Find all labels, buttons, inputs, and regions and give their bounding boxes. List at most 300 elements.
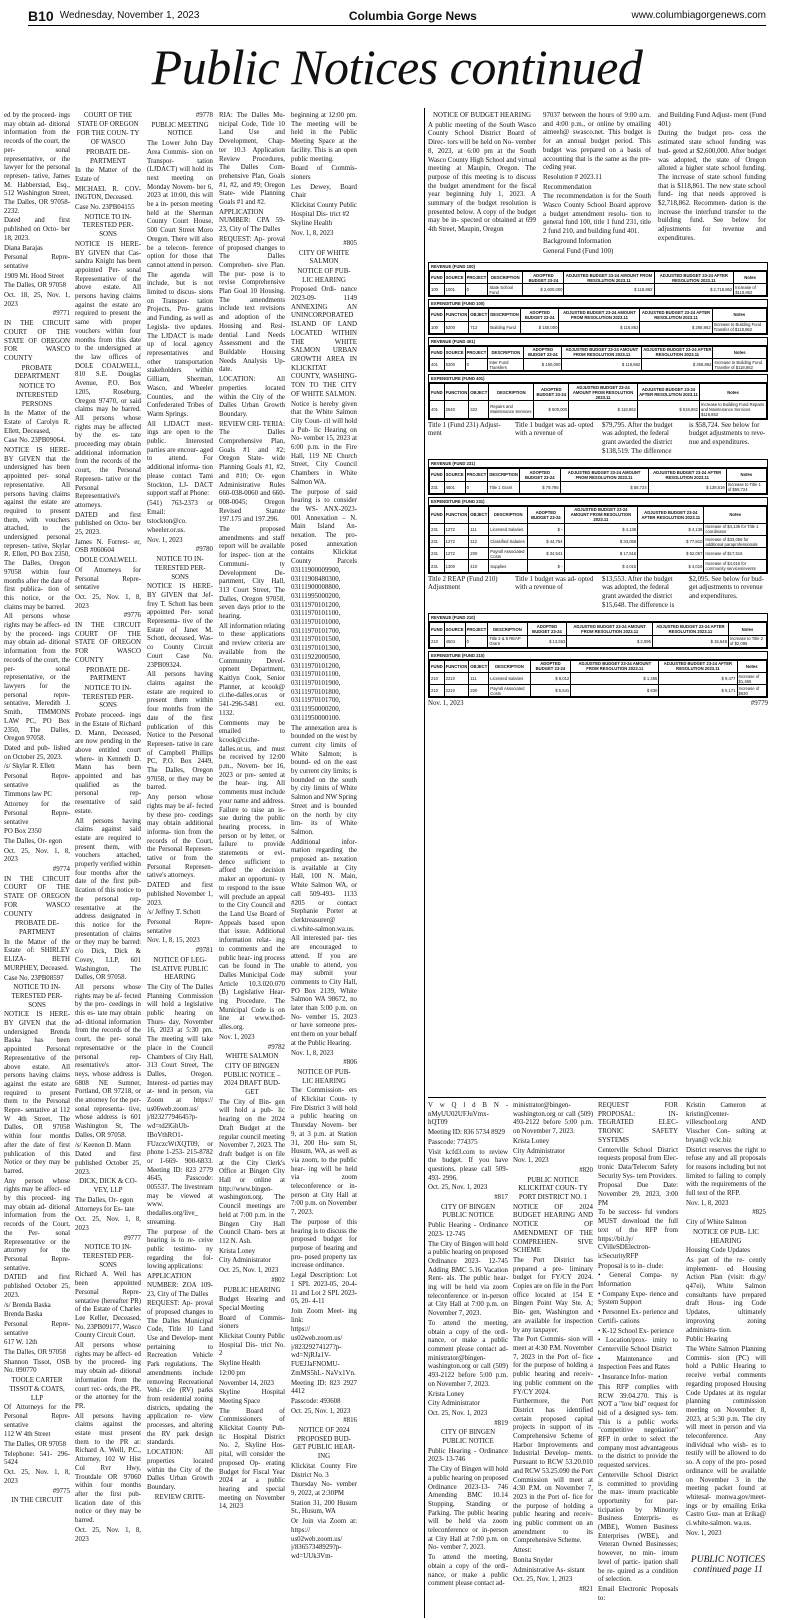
notice-paragraph: Of Attorneys for Personal Repre- sentative [75, 566, 141, 592]
notice-paragraph: Case No. 23PB04155 [75, 204, 135, 212]
notice-date: Nov. 1, 2023 [428, 700, 464, 708]
website-link[interactable]: www.columbiagorgenews.com [631, 10, 766, 21]
notice-paragraph: (541) 763-2373 or Email: [147, 499, 213, 516]
notice-paragraph: Proposed Ordi- nance 2023-09- 1149 ANNEXING AN UNINCORPORATED ISLAND OF LAND LOCATED WITHIN THE WHITE SALMON URBAN GROWTH AREA IN KLICKITAT COUNTY, WASHING- TON TO THE CITY OF WHITE SALMON. [291, 286, 357, 398]
notice-paragraph: NOTICE OF PUB- LIC HEARING [692, 1228, 760, 1245]
notice-paragraph: MICHAEL R. COV- INGTON, Deceased. [75, 185, 141, 202]
notice-paragraph: • General Compa- ny Information [598, 1272, 678, 1289]
notice-paragraph: Telephone: 541- 296-5424 [4, 1450, 70, 1467]
notice-paragraph: All persons whose rights may be affect- ed by the proceed- ings may obtain ad- ditional information from the records of the court, the per- sonal representative, or the lawyers for the personal repre- sentative, Meredith J. Smith, TIMMONS LAW PC, PO Box 2350, The Dalles, Oregon 97058. [4, 613, 70, 743]
column-header: FUND [430, 469, 445, 481]
notice-paragraph: NOTICE OF LEG- ISLATIVE PUBLIC HEARING [151, 956, 209, 982]
notice-paragraph: The Dalles, Or- egon [4, 837, 63, 845]
notice-paragraph: Krista Loney [513, 1137, 550, 1145]
notice-paragraph: Kristin Cameron at kristin@center- villeschool.org AND Visscher Con- sulting at bryan@ vclc.biz [686, 1102, 766, 1144]
note-text: Title 1 (Fund 231) Adjust- ment [428, 421, 501, 438]
budget-table-title: REVENUE (FUND 100) [429, 263, 767, 271]
table-cell: 0 [465, 358, 488, 370]
notice-paragraph: DOLE COALWELL [79, 557, 137, 565]
notice-paragraph: The Commission- ers of Klickitat Coun- ty Fire District 3 will hold a public hearing on Thursday Novem- ber 9, at 3 p.m. at Station 31, 200 Hu- sum St, Husum, WA, as well as via zoom, to the public hear- ing will be held via zoom teleconference or in-person at City Hall at 7:00 p.m. on November 7, 2023. [291, 1087, 357, 1217]
notice-paragraph: Personal Repre- sentative [4, 1320, 70, 1337]
notice-paragraph: Oct. 25, Nov. 1, 2023 [219, 1267, 279, 1275]
table-cell: Inter Fund Transfers [488, 358, 524, 370]
table-cell: 0 [465, 635, 488, 647]
table-row [430, 481, 767, 493]
table-cell: 100 [430, 284, 445, 296]
notice-paragraph: City of White Salmon [686, 1219, 747, 1227]
note-text: Title 2 REAP (Fund 210) Adjustment [428, 575, 498, 592]
table-cell: $ 4,136 [638, 523, 704, 535]
table-cell: $ 500,000 [534, 401, 569, 418]
notice-paragraph: Nov. 1, 2023 [219, 1033, 255, 1041]
column-header: DESCRIPTION [489, 506, 528, 523]
notice-paragraph: Oct. 25, Nov. 1, 8, 2023 [4, 847, 70, 864]
notice-column-8 [658, 112, 766, 262]
notice-paragraph: City Administrator [219, 1257, 271, 1265]
section-banner: Public Notices continued [151, 39, 643, 95]
notice-paragraph: Klickitat County Fire District No. 3 [291, 1462, 357, 1479]
notice-paragraph: City Administrator [513, 1147, 565, 1155]
notice-paragraph: Public Hearing - Ordinance 2023- 12-745 [428, 1222, 508, 1238]
notice-paragraph: All persons having claims against said estate are required to present them, with vouchers attached, properly verified within four months after the date of the first pub- lication of this notice to the personal rep- resentative at the address designated in this notice for the presentation of claims or they may be barred: c/o Dick, Dick & Covey, LLP, 601 Washington, The Dalles, OR 97058. [75, 817, 141, 982]
table-cell: $ 138,519 [648, 481, 726, 493]
notice-paragraph: COURT OF THE STATE OF OREGON [77, 112, 139, 128]
table-cell: Licensed Salaries [489, 523, 528, 535]
notice-paragraph: NOTICE IS HERE- BY GIVEN that Jef- frey T. Schott has been appointed Per- sonal Representa- tive of the Estate of Janet M. Schott, deceased, Was- co County Circuit Court Case No. 23PB09324. [147, 583, 213, 669]
table-cell: $ 13,553 [527, 635, 567, 647]
notice-paragraph: Dated and first published on Octo- ber 18, 2023. [4, 217, 70, 242]
notice-paragraph: The purpose of this hearing is to discuss the proposed budget for purpose of hearing and pro- posed property tax increase ordinance. [291, 1218, 357, 1270]
column-header: FUNCTION [444, 309, 469, 321]
notice-paragraph: REVIEW CRITE- [154, 1493, 206, 1501]
column-header: ADJUSTED BUDGET 23-24 AMOUNT FROM RESOLUTION 2023.11 [560, 469, 648, 481]
table-row [430, 523, 767, 535]
notice-paragraph: Background Information [543, 237, 612, 245]
section-rule [428, 1097, 766, 1098]
column-header: FUND [430, 309, 445, 321]
budget-table-title: REVENUE (FUND 231) [429, 460, 767, 468]
notice-paragraph: Centerville School District is committed to providing the max- imum practicable opportunity for par- ticipation by Minority Business Enterpris- es (MBE), Women Business Enterprises (WBE), and Veteran Owned Businesses; however, no min- imum level of partic- ipation shall be re- quired as a condition of selection. [598, 1471, 678, 1584]
table-cell: 100 [430, 321, 445, 333]
notice-paragraph: The annexation area is bounded on the west by current city limits of White Salmon; is bound- ed on the east by current city limits; is bounded on the south by city limits of White Salmon and NW Spring Street and is bounded on the north by city lim- its of White Salmon. [291, 724, 357, 836]
notice-paragraph: Oct. 25, Nov. 1, 2023 [428, 1409, 488, 1417]
notice-paragraph: Timmons law PC [4, 791, 52, 799]
notice-paragraph: The Port District has prepared a pre- liminary budget for FY/CY 2024. Copies are on file in the Port office located at 154 E Bingen Point Way Ste. A; Bin- gen, Washington and are available for inspection by any taxpayer. [513, 1256, 593, 1334]
notice-paragraph: #9776 [123, 612, 141, 620]
column-header: ADJUSTED BUDGET 23-24 AFTER RESOLUTION 2023.11 [659, 660, 737, 672]
notice-paragraph: Thursday No- vember 9, 2022, at 2:30PM [291, 1481, 357, 1497]
notice-paragraph: All persons whose rights may be affect- ed by the proceed- ing may obtain ad- ditional information from the court rec- ords, the PR, or the attorney for the PR. [75, 1342, 141, 1410]
notice-paragraph: NOTICE TO IN- TERESTED PER- SONS [82, 1244, 134, 1269]
notice-paragraph: Any person whose rights may be affect- ed by this proceed- ing may obtain ad- ditional information from the records of the Court, the Per- sonal Representative or the attorney for the Personal Repre- sentative. [4, 1177, 70, 1272]
column-header: PROJECT [465, 623, 488, 635]
column-header: ADJUSTED BUDGET 23-24 AFTER RESOLUTION 2023.11 [637, 384, 699, 401]
table-row [430, 321, 767, 333]
table-cell: 5200 [444, 358, 465, 370]
table-cell: 112 [469, 536, 489, 548]
notice-paragraph: Nov. 1, 2023 [686, 1529, 722, 1537]
notice-paragraph: Proposal is to in- clude: [598, 1262, 664, 1270]
table-cell: $ 118,862 [562, 358, 642, 370]
budget-table-title: REVENUE (FUND 401) [429, 338, 767, 346]
notice-column-4 [219, 112, 285, 1617]
table-cell: 401 [430, 358, 445, 370]
notice-paragraph: Furthermore, the Port District has identified certain proposed capital projects in support of its Comprehensive Scheme of Harbor Improvements and Industrial Develop- ments. Pursuant to RCW 53.20.010 and RCW 53.25.090 the Port Commission will meet at 4:30 P.M. on November 7, 2023 in the Port of- fice for the purpose of holding a public hearing and receiv- ing public comment on an amendment to its Comprehensive Scheme. [513, 1398, 593, 1545]
notice-paragraph: Dated and pub- lished on October 25, 2023. [4, 744, 70, 761]
table-cell: 2210 [444, 673, 469, 685]
notice-paragraph: The City of Bin- gen will hold a pub- lic hearing on the 2024 Draft Budget at the regular council meeting November 7, 2023. The draft budget is on file at the City Clerk's Office at Bingen City Hall or online at http://www.bingen- washington.org. The Council meetings are held at 7:00 p.m. in the Bingen City Hall Council Cham- bers at 112 N. Ash. [219, 1098, 285, 1245]
notice-column-1 [4, 112, 70, 1617]
notice-paragraph: Skyline Health [291, 220, 333, 228]
notice-paragraph: #9778 [195, 112, 213, 119]
table-cell: Increase to Title 2 of $2,095 [728, 635, 766, 647]
notice-paragraph: CITY OF BINGEN PUBLIC NOTICE – 2024 DRAFT BUD- GET [223, 1062, 281, 1097]
column-header: DESCRIPTION [488, 469, 520, 481]
table-cell: $ - [528, 560, 564, 572]
table-row [430, 358, 767, 370]
notice-paragraph: 12:00 pm [219, 1369, 246, 1377]
notice-paragraph: Email Electronic Proposals to: [598, 1585, 678, 1602]
notice-paragraph: All persons having claims against the estate are required to present them within four months from the date of the first publication of this Notice to the Personal Represen- tative in care of Campbell Phillips PC, P.O. Box 2449, The Dalles, Oregon 97058, or they may be barred. [147, 671, 213, 792]
notice-paragraph: APPLICATION NUMBER: ZOA 109- 23, City of The Dalles [147, 1273, 213, 1298]
notice-paragraph: Oct. 25, Nov. 1, 8, 2023 [4, 1469, 70, 1485]
notice-paragraph: The purpose of said hearing is to consider the WS- ANX-2023-001 Annexation – N. Main Island An- nexation. The pro- posed annexation contains Klickitat County Parcels 03111900009900, 03111908480300, 03111900008800, 03111995000200, 03111970101200, 03111970101100, 03111970101000, 03111970101700, 03111970101500, 03111970101300, 03111922000500, 03111970101200, 03111970101100, 03111970101900, 03111970101800, 03111970101700, 03111950000200, 03111950000100. [291, 488, 357, 722]
column-header: ADJUSTED BUDGET 23-24 AMOUNT FROM RESOLUTION 2023.11 [567, 623, 653, 635]
table-cell: $ 58,724 [560, 481, 648, 493]
column-header: FUND [430, 660, 445, 672]
notice-paragraph: The agenda will include, but is not limited to discus- sions on Transpor- tation Projects, Pro- grams and Funding, as well as Legisla- tive updates. The LJDACT is made up of local agency representatives and other transportation stakeholders within Gilliam, Sherman, Wasco, and Wheeler Counties, and the Confederated Tribes of Warm Springs. [147, 271, 213, 418]
table-row [430, 401, 767, 418]
column-header: FUND [430, 272, 445, 284]
notice-paragraph: City Administrator [428, 1400, 480, 1408]
table-cell: 111 [469, 673, 489, 685]
notice-paragraph: To attend the meeting, obtain a copy of the ordi- nance, or make a public comment please contact ad- ministrator@bingen- washington.org or call (509) 493-2122 before 5:00 p.m. on November 7, 2023. [428, 1319, 508, 1388]
notice-paragraph: Or Join via Zoom at: https:// us02web.zoom.us/ j/83657348929?p- wd=UUk3Vm- [291, 1518, 357, 1560]
table-cell: Increase of $4,016 for community services/events [704, 560, 767, 572]
table-cell: Increase to Title 1 of $58,724 [726, 481, 766, 493]
table-cell: Payroll Associated Costs [489, 685, 530, 697]
notice-paragraph: APPLICATION NUMBER: CPA 59- 23, City of The Dalles [219, 208, 285, 234]
notice-column-12 [686, 1102, 766, 1552]
notice-paragraph: Klickitat County Public Hospital Dis- trict #2 [291, 202, 357, 218]
notice-paragraph: #805 [343, 239, 357, 247]
table-cell: Classified Salaries [489, 536, 528, 548]
column-header: ADJUSTED BUDGET 23-24 AFTER RESOLUTION 2023.11 [643, 347, 712, 358]
budget-table [428, 613, 768, 648]
notice-paragraph: CITY OF WHITE SALMON [298, 249, 350, 266]
notice-paragraph: #9777 [123, 1234, 141, 1242]
notice-paragraph: • Insurance Infor- mation [598, 1374, 668, 1382]
notice-column-5 [291, 112, 357, 1617]
table-cell: $ 630 [571, 685, 659, 697]
notice-paragraph: Public Hearing - Ordinance 2023- 13-746 [428, 1447, 508, 1464]
notice-paragraph: /s/ Jeffrey T. Schott [147, 909, 201, 917]
table-cell: Licensed Salaries [489, 673, 530, 685]
table-cell: Increase of $17,516 [704, 548, 767, 560]
column-header: Notes [713, 346, 767, 358]
notice-paragraph: Meeting ID: 823 2927 4412 [291, 1379, 357, 1396]
table-cell: $ 4,136 [564, 523, 638, 535]
notice-paragraph: and Building Fund Adjust- ment (Fund 401) [658, 112, 766, 128]
table-cell: $ 77,810 [638, 536, 704, 548]
notice-id: #9779 [750, 700, 768, 708]
notice-paragraph: CITY OF BINGEN PUBLIC NOTICE [440, 1429, 496, 1446]
column-header: Notes [726, 469, 766, 481]
notice-paragraph: The City of Bingen will hold a public hearing on proposed Ordinance 2023-13- 746 Amending BMC 10.14 Stopping, Standing or Parking. The public hearing will be held via zoom teleconference or in-person at City Hall at 7:00 p.m. on No- vember 7, 2023. [428, 1466, 508, 1552]
notice-paragraph: Attest: [513, 1547, 532, 1555]
notice-paragraph: The Port Commis- sion will meet at 4:30 P.M. November 7, 2023 in the Port of- fice for the purpose of holding a public hearing and receiv- ing public comment on the FY/CY 2024. [513, 1336, 593, 1396]
notice-paragraph: Krista Loney [428, 1390, 465, 1398]
notice-paragraph: November 14, 2023 [219, 1379, 274, 1387]
notice-paragraph: NOTICE OF 2024 BUDGET HEARING AND NOTICE OF AMENDMENT OF THE COMPREHEN- SIVE SCHEME [513, 1203, 593, 1255]
notice-paragraph: • Company Expe- rience and System Support [598, 1290, 678, 1307]
notice-paragraph: #802 [271, 1276, 285, 1284]
table-cell: 210 [430, 685, 445, 697]
column-header: SOURCE [444, 469, 465, 481]
table-cell: $ 2,095 [567, 635, 653, 647]
column-header: OBJECT [469, 660, 489, 672]
notice-paragraph: TOOLE CARTER TISSOT & COATS, LLP [9, 1377, 65, 1402]
column-header: PROJECT [465, 469, 488, 481]
notice-paragraph: PUBLIC MEETING NOTICE [151, 121, 209, 138]
table-cell: $ 17,516 [564, 548, 638, 560]
column-header: DESCRIPTION [488, 272, 523, 284]
table-cell: $ 52,057 [638, 548, 704, 560]
notice-paragraph: Any person whose rights may be af- fected by these pro- ceedings may obtain additional informa- tion from the records of the Court, the Personal Represen- tative or from the Personal Represen- tative's attorneys. [147, 794, 213, 880]
notice-paragraph: #9771 [52, 310, 70, 318]
column-header: PROJECT [465, 346, 488, 358]
notice-paragraph: PO Box 2350 [4, 828, 42, 836]
budget-table [428, 497, 768, 574]
table-cell: 111 [469, 523, 489, 535]
notice-paragraph: #9774 [52, 866, 70, 874]
table-cell: 231 [430, 523, 445, 535]
table-cell: Increase to Building Fund Repairs and Maintenance Services $118,862 [700, 401, 767, 418]
table-cell: 4501 [444, 481, 465, 493]
column-header: OBJECT [469, 309, 489, 321]
notice-paragraph: Attorneys for Es- tate [75, 1206, 135, 1214]
notice-paragraph: #806 [343, 1059, 357, 1067]
table-cell: 1272 [444, 548, 469, 560]
column-header: DESCRIPTION [489, 384, 534, 401]
notice-footer [428, 700, 768, 709]
column-header: OBJECT [469, 384, 489, 401]
notice-paragraph: In the Matter of the Estate of: SHIRLEY ELIZA- BETH MURPHEY, Deceased. [4, 938, 70, 972]
notice-paragraph: NOTICE TO IN- TERESTED PER- SONS [154, 556, 206, 581]
table-cell: 4504 [444, 635, 465, 647]
table-cell: 410 [469, 560, 489, 572]
table-cell: $ 34,541 [528, 548, 564, 560]
notice-paragraph: Public Hearing [686, 1336, 728, 1344]
notice-paragraph: IN THE CIRCUIT COURT OF THE STATE OF OREGON FOR WASCO COUNTY [4, 875, 70, 918]
notice-paragraph: LOCATION: All properties located within the City of the Dalles Urban Growth Boundary. [219, 376, 285, 418]
table-cell: $ 2,718,862 [654, 284, 734, 296]
table-cell: $ 2,600,000 [523, 284, 564, 296]
notice-paragraph: https:// us02web.zoom.us/ j/82329274127?p- wd=NjRJa1V- FUEJJaFNOMU- ZmMS5hL- NaVx1Vn. [291, 1326, 356, 1377]
notice-paragraph: Klickitat County Public Hospital Dis- trict No. 2 [219, 1333, 285, 1358]
notice-paragraph: IN THE CIRCUIT COURT OF THE STATE OF OREGON FOR WASCO COUNTY [4, 320, 70, 362]
notice-paragraph: NOTICE TO IN- TERESTED PER- SONS [82, 685, 134, 710]
notice-paragraph: Centerville School District requests proposal from Elec- tronic Data/Telecom Safety Security Sys- tem Providers. [598, 1146, 678, 1180]
column-header: ADOPTED BUDGET 23-24 [524, 346, 562, 358]
column-header: FUNCTION [444, 506, 469, 523]
table-cell: $ 9,477 [659, 673, 737, 685]
notice-paragraph: Nov. 1, 2023 [147, 536, 183, 544]
notice-paragraph: Nov. 1, 8, 15, 2023 [147, 937, 200, 945]
table-cell: $ 4,016 [564, 560, 638, 572]
notice-paragraph: 1909 Mt. Hood Street [4, 272, 65, 280]
table-cell: $ 15,648 [652, 635, 728, 647]
table-cell: Repairs and Maintenance Services [489, 401, 534, 418]
notice-paragraph: The Dalles, OR 97058 [4, 1349, 67, 1357]
table-row [430, 635, 767, 647]
notice-paragraph: NOTICE OF PUB- LIC HEARING [297, 267, 351, 284]
column-header: PROJECT [465, 272, 488, 284]
notice-paragraph: The Dalles, OR 97058 [4, 1441, 67, 1449]
masthead [28, 6, 766, 26]
note-text: Title 1 budget was ad- opted with a revenue of [515, 575, 594, 592]
notice-paragraph: 617 W. 12th [4, 1339, 38, 1347]
notice-paragraph: /s/ Skylar R. Ellett [4, 763, 55, 771]
table-cell: $ 1,465 [571, 673, 659, 685]
table-cell: Increase to Building Fund Transfer of $118,862 [713, 358, 767, 370]
notice-paragraph: Probate proceed- ings in the Estate of Richard D. Mann, Deceased, are now pending in the above entitled court where- in Kenneth D. Mann has been appointed and has qualified as the personal rep- resentative of said estate. [75, 712, 141, 815]
notice-paragraph: Oct. 25, Nov. 1, 2023 [513, 1576, 573, 1584]
budget-table [428, 651, 768, 699]
notice-paragraph: Case No. 23PB09064. [4, 437, 66, 445]
table-cell: Building Fund [489, 321, 521, 333]
notice-paragraph: PROBATE DEPARTMENT [14, 364, 60, 381]
notice-paragraph: #9775 [52, 1487, 70, 1495]
column-header: DESCRIPTION [488, 346, 524, 358]
notice-paragraph: /s/ Brenda Baska [4, 1301, 51, 1309]
notice-paragraph: The City of The Dalles Planning Commission will hold a legislative public hearing on Thurs- day, November 16, 2023 at 5:30 pm. The meeting will take place in the Council Chambers of City Hall, 313 Court Street, The Dalles, Oregon. Interest- ed parties may at- tend in person, via Zoom at https:// us06web.zoom.us/ j/82327794645?p- wd=td2lGhUb- IBoVthRO1- FUzczcWtXQT09, or phone 1-253- 215-8782 or 1-669- 900-6833. Meeting ID: 823 2779 4645, Passcode: 005537. The livestream may be viewed at www. thedalles.org/live_ streaming. [147, 983, 213, 1226]
continued-box [690, 1555, 766, 1575]
column-header: SOURCE [444, 623, 465, 635]
table-cell: $ 618,862 [637, 401, 699, 418]
table-cell: 401 [430, 401, 445, 418]
adjustment-note [428, 422, 768, 457]
adjustment-note [428, 576, 768, 611]
notice-paragraph: NOTICE OF PUB- LIC HEARING [297, 1068, 351, 1085]
table-cell: 1300 [444, 560, 469, 572]
column-header: ADOPTED BUDGET 23-24 [527, 623, 567, 635]
column-header: Notes [712, 309, 766, 321]
notice-paragraph: Nov. 1, 2023 [513, 1157, 549, 1165]
notice-paragraph: The Lower John Day Area Commis- sion on Transpor- tation (LJDACT) will hold its next meeting on Monday Novem- ber 6, 2023 at 10:00, this will be a in- person meeting held at the Sherman County Court House, 500 Court Street Moro Oregon. There will also be a telecon- ference option for those that cannot attend in person. [147, 140, 213, 269]
budget-table [428, 337, 768, 372]
table-cell: 210 [430, 673, 445, 685]
notice-paragraph: Budget Hearing and Special Meeting [219, 1296, 285, 1312]
notice-paragraph: All information relating to these applications and review criteria are available from the Community Devel- opment Department, Kaitlyn Cook, Senior Planner, at kcook@ ci.the-dalles.or.us or 541-296-5481 ext. 1132. [219, 622, 285, 717]
note-text: $13,553. After the budget was adopted, the federal grant awarded the district $15,648. The difference is [602, 575, 675, 609]
newspaper-name: Columbia Gorge News [348, 8, 477, 23]
column-header: ADJUSTED BUDGET 23-24 AMOUNT FROM RESOLUTION 2023.11 [559, 309, 640, 321]
column-header: ADJUSTED BUDGET 23-24 AMOUNT FROM RESOLUTION 2023.11 [565, 272, 653, 283]
notice-paragraph: Passcode: 493608 [291, 1397, 341, 1405]
column-header: ADJUSTED BUDGET 23-24 AFTER RESOLUTION 2023.11 [652, 623, 728, 635]
table-cell: 2210 [444, 685, 469, 697]
notice-paragraph: • K-12 School Ex- perience [598, 1327, 674, 1335]
column-header: ADJUSTED BUDGET 23-24 AFTER RESOLUTION 2023.11 [638, 506, 704, 523]
notice-paragraph: Meeting ID: 836 5734 8929 [428, 1129, 505, 1137]
notice-paragraph: LOCATION: All properties located within the City of the Dalles Urban Growth Boundary. [147, 1449, 213, 1491]
table-cell: Increase of $630 [737, 685, 767, 697]
notice-paragraph: PUBLIC NOTICE KLICKITAT COUN- TY PORT DISTRICT NO. 1 [518, 1176, 588, 1202]
table-row [430, 560, 767, 572]
table-cell: 712 [469, 321, 489, 333]
notice-paragraph: In the Matter of the Estate of [75, 167, 141, 183]
table-cell: 5200 [444, 321, 469, 333]
notice-paragraph: Oct. 25, Nov. 1, 8, 2023 [75, 1526, 141, 1543]
table-cell: $ 118,862 [564, 284, 654, 296]
notice-paragraph: All persons whose rights may be af- fected by the pro- ceedings in this es- tate may obtain ad- ditional information from the records of the court, the per- sonal representative or the personal rep- resentative's attor- neys, whose address is 6808 NE Sumner, Portland, OR 97218, or the attorney for the per- sonal representa- tive, whose address is 601 Washington St, The Dalles, OR 97058. [75, 983, 141, 1139]
note-text: is $58,724. See below for budget adjustments to reve- nue and expenditures. [689, 421, 766, 446]
notice-paragraph: 97037 between the hours of 9:00 a.m. and 4:00 p.m., or online by emailing aimeeh@ swasco.net. This budget is for an annual budget period. This budget was prepared on a basis of accounting that is the same as the pre- ceding year. [543, 112, 651, 172]
column-header: Notes [734, 272, 767, 284]
notice-paragraph: tstockton@co. wheeler.or.us. [147, 518, 187, 535]
table-cell: $ 118,862 [569, 401, 638, 418]
notice-paragraph: Skyline Health [219, 1360, 261, 1368]
notice-paragraph: CITY OF BINGEN PUBLIC NOTICE [440, 1203, 496, 1220]
notice-paragraph: To be success- ful vendors MUST download the full text of the RFP from https://bit.ly/ CVilleSDElectron- icSecurityRFP [598, 1209, 678, 1260]
notice-paragraph: PROBATE DE- PARTMENT [86, 148, 130, 165]
notice-paragraph: Board of Commis- sioners [291, 165, 357, 181]
table-cell: Increase of $4,136 for Title 1 coordinator [704, 523, 767, 535]
notice-paragraph: DATED and first published November 1, 2023. [147, 882, 213, 907]
notice-paragraph: REQUEST FOR PROPOSAL: IN- TEGRATED ELEC- TRONIC SAFETY SYSTEMS [598, 1102, 678, 1144]
table-cell: $ 44,754 [528, 536, 564, 548]
column-header: FUND [430, 346, 445, 358]
table-cell: $ 150,000 [524, 358, 562, 370]
column-header: ADOPTED BUDGET 23-24 [520, 309, 559, 321]
notice-paragraph: • Maintenance and Inspection Fees and Rates [598, 1355, 678, 1372]
notice-paragraph: beginning at 12:00 pm. The meeting will be held in the Public Meeting Space at the facility. This is an open public meeting. [291, 112, 357, 163]
notice-paragraph: The Dalles, Or- egon [75, 1196, 134, 1204]
notice-paragraph: V w Q l d B N - nMyUU02UFJuVmx- hQT09 [428, 1102, 508, 1127]
notice-paragraph: The City of Bingen will hold a public hearing on proposed Ordinance 2023- 12-745 Adding BMC 5.16 Vacation Rent- als. The public hear- ing will be held via zoom teleconference or in-person at City Hall at 7:00 p.m. on November 7, 2023. [428, 1240, 508, 1318]
column-header: FUNCTION [444, 660, 469, 672]
notice-paragraph: The purpose of the hearing is to re- ceive public testimo- ny regarding the fol- lowing applications: [147, 1228, 213, 1271]
table-cell: 231 [430, 560, 445, 572]
notice-paragraph: Skyline Hospital Meeting Space [219, 1389, 285, 1405]
notice-paragraph: Board of Commis- sioners [219, 1314, 285, 1331]
notice-paragraph: #825 [752, 1209, 766, 1217]
table-row [430, 673, 767, 685]
table-cell: Increase to Building Fund Transfer of $118,862 [712, 321, 766, 333]
column-header: ADJUSTED BUDGET 23-24 AMOUNT FROM RESOLUTION 2023.11 [562, 346, 642, 358]
notice-paragraph: Recommendation [543, 183, 592, 191]
notice-paragraph: Brenda Baska [4, 1311, 43, 1319]
table-cell: 322 [469, 401, 489, 418]
notice-paragraph: PROBATE DE- PARTMENT [86, 666, 130, 683]
budget-table-title: REVENUE (FUND 210) [429, 614, 767, 622]
table-row [430, 536, 767, 548]
note-text: $79,795. After the budget was adopted, the federal grant awarded the district $138,519. The difference [602, 421, 673, 455]
notice-paragraph: Resolution # 2023.11 [543, 173, 602, 181]
notice-column-6 [428, 112, 536, 262]
table-cell: $ - [528, 523, 564, 535]
notice-paragraph: As part of the re- cently implement- ed Housing Action Plan (visit: rb.gy/ q47ei), White Salmon consultants have prepared draft Hous- ing Code Updates, ultimately improving zoning administra- tion. [686, 1256, 766, 1334]
budget-resolution-tables [428, 262, 768, 712]
table-cell: State School Fund [488, 284, 523, 296]
notice-paragraph: NOTICE TO INTERESTED PERSONS [16, 383, 58, 408]
column-header: FUND [430, 384, 445, 401]
budget-table [428, 262, 768, 297]
notice-paragraph: REVIEW CRI- TERIA: The Dalles Comprehensive Plan, Goals #1 and #2; Oregon State- wide Planning Goals #1, #2, and #10; Or- egon Administrative Rules 660-038-0060 and 660-008-0045; Oregon Revised Statute 197.175 and 197.296. [219, 420, 285, 524]
notice-paragraph: District reserves the right to refuse any and all proposals for reasons including but not limited to failing to comply with the requirements of the full text of the RFP. [686, 1146, 766, 1198]
column-header: ADOPTED BUDGET 23-24 [523, 272, 564, 284]
